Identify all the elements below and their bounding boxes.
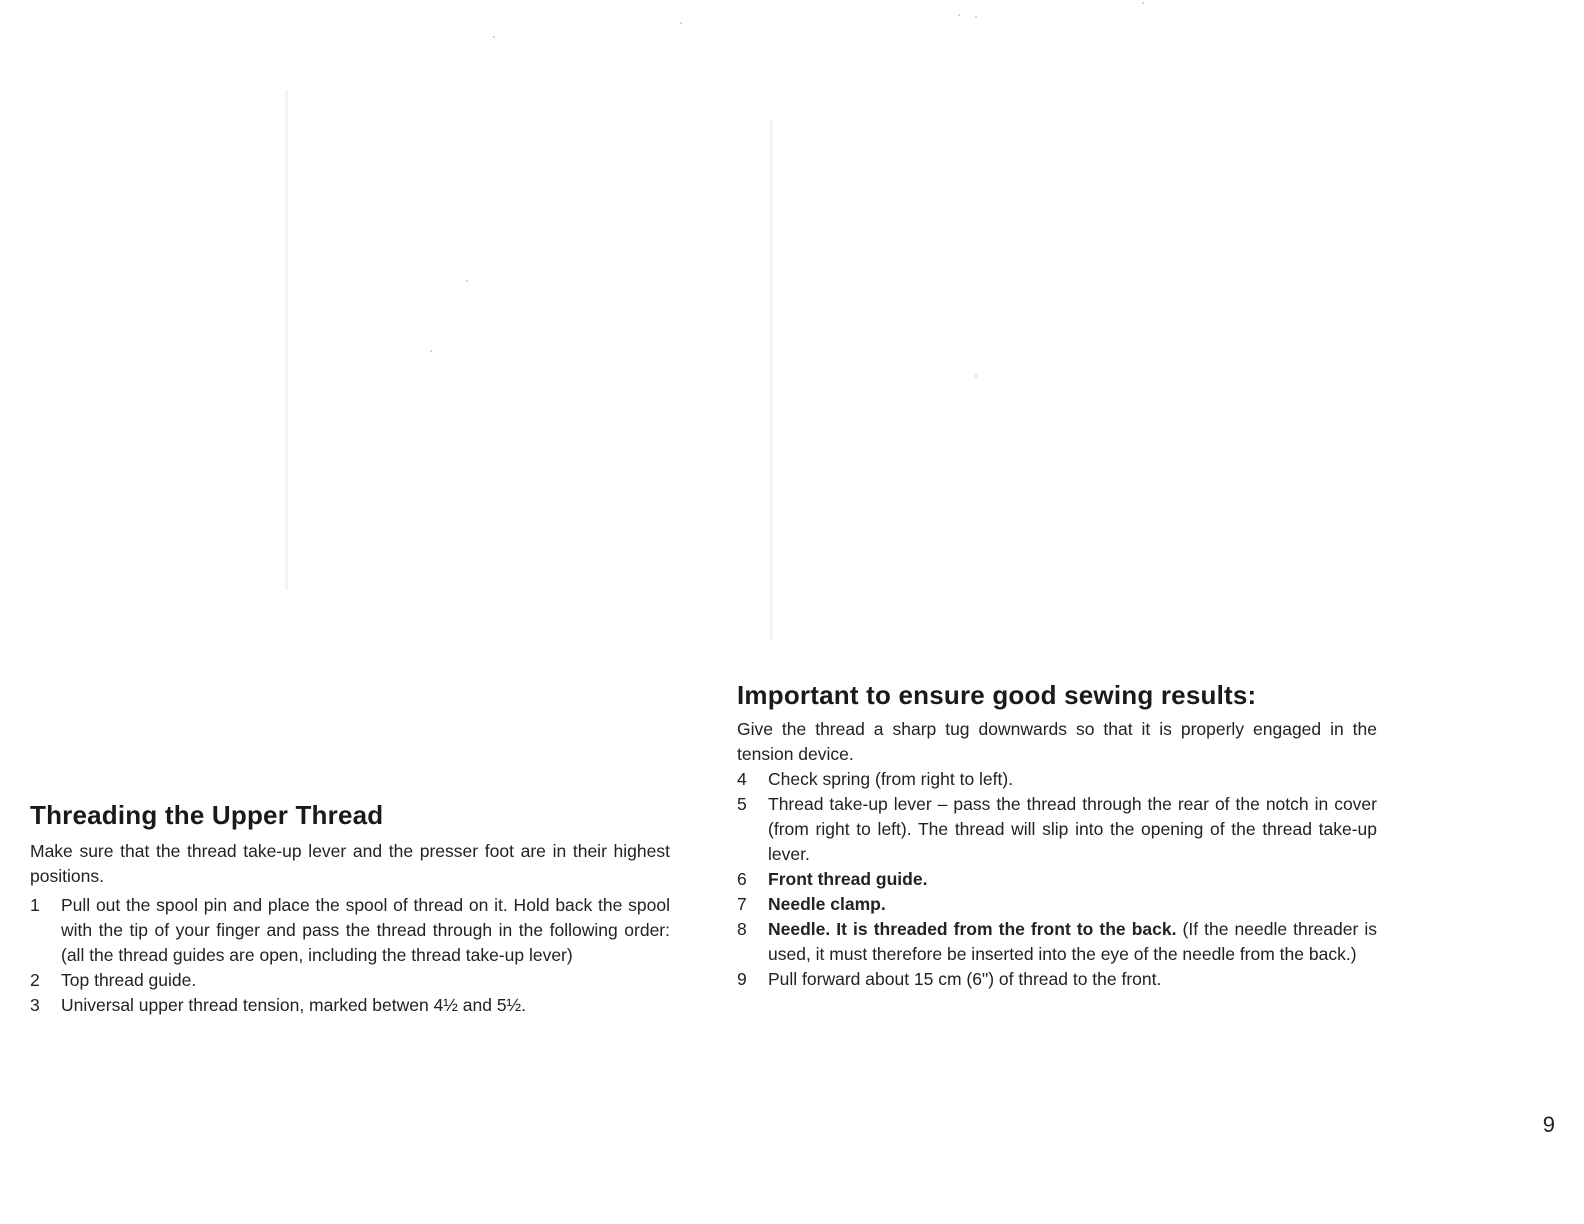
scan-speck bbox=[430, 350, 432, 352]
scan-speck bbox=[493, 36, 495, 38]
scan-artifact bbox=[285, 90, 288, 590]
step-number: 6 bbox=[737, 869, 747, 889]
scan-speck bbox=[975, 16, 977, 18]
list-item bbox=[30, 893, 670, 968]
step-text: Thread take-up lever – pass the thread through the rear of the notch in cover (from right to left). The thread will slip into the opening of the thread take-up lever. bbox=[768, 794, 1377, 864]
page-number: 9 bbox=[1542, 1112, 1555, 1137]
scan-artifact bbox=[770, 120, 773, 640]
step-number: 7 bbox=[737, 894, 747, 914]
list-item bbox=[737, 967, 1377, 992]
section-heading: Threading the Upper Thread bbox=[30, 800, 384, 830]
scan-speck bbox=[958, 14, 960, 16]
scan-speck bbox=[466, 280, 468, 282]
list-item bbox=[30, 968, 670, 993]
section-heading: Important to ensure good sewing results: bbox=[737, 680, 1257, 710]
threading-steps-list bbox=[737, 767, 1377, 992]
step-text: Universal upper thread tension, marked betwen 4½ and 5½. bbox=[61, 995, 527, 1015]
step-text: Pull out the spool pin and place the spool of thread on it. Hold back the spool with the tip of your finger and pass the thread through in the following order: (all the thread guides are open, including the thread take-up lever) bbox=[61, 895, 670, 965]
step-text: Front thread guide. bbox=[768, 869, 928, 889]
list-item bbox=[737, 892, 1377, 917]
section-intro: Make sure that the thread take-up lever and the presser foot are in their highest positions. bbox=[30, 841, 670, 886]
list-item bbox=[737, 767, 1377, 792]
step-number: 8 bbox=[737, 919, 747, 939]
step-text: Needle clamp. bbox=[768, 894, 886, 914]
threading-section bbox=[30, 800, 670, 1018]
scan-speck bbox=[680, 22, 682, 24]
scan-speck bbox=[1142, 2, 1144, 4]
step-number: 1 bbox=[30, 895, 40, 915]
sewing-results-section bbox=[737, 680, 1377, 992]
step-number: 9 bbox=[737, 969, 747, 989]
step-number: 2 bbox=[30, 970, 40, 990]
step-text: (If the needle threader is used, it must therefore be inserted into the eye of the needle from the back.) bbox=[768, 919, 1378, 964]
step-text: Pull forward about 15 cm (6") of thread to the front. bbox=[768, 969, 1162, 989]
scan-speck bbox=[975, 375, 977, 377]
list-item bbox=[30, 993, 670, 1018]
step-number: 5 bbox=[737, 794, 747, 814]
step-text: Check spring (from right to left). bbox=[768, 769, 1014, 789]
step-text: Top thread guide. bbox=[61, 970, 197, 990]
step-emphasis: Needle. It is threaded from the front to the back. bbox=[768, 919, 1177, 939]
step-number: 3 bbox=[30, 995, 40, 1015]
list-item bbox=[737, 792, 1377, 867]
step-number: 4 bbox=[737, 769, 747, 789]
threading-steps-list bbox=[30, 893, 670, 1018]
section-intro: Give the thread a sharp tug downwards so that it is properly engaged in the tension device. bbox=[737, 719, 1377, 764]
list-item bbox=[737, 917, 1377, 967]
list-item bbox=[737, 867, 1377, 892]
